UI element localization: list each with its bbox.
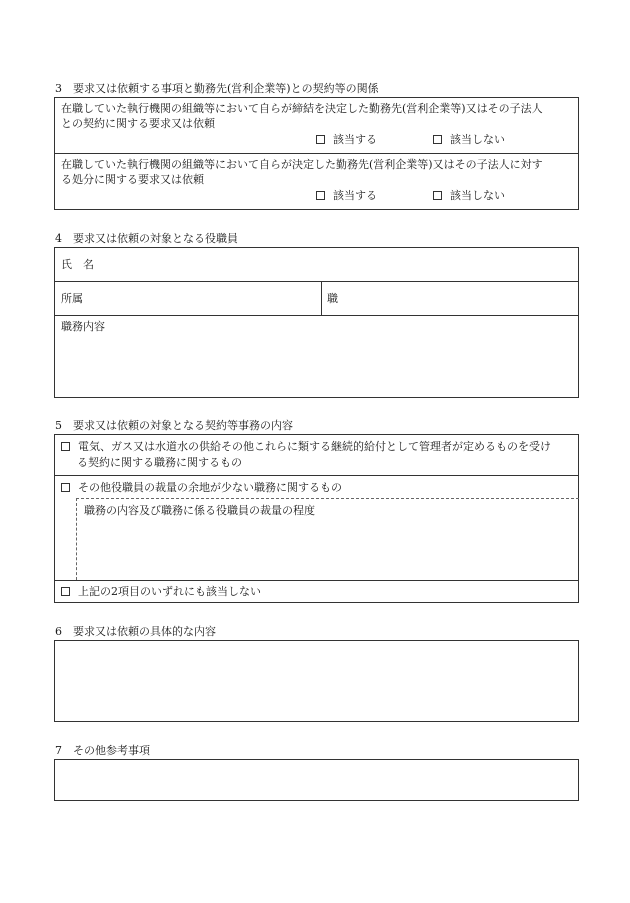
section7-heading: 7 その他参考事項 [55, 744, 150, 757]
affiliation-field[interactable] [95, 284, 317, 312]
section6-content-field[interactable] [54, 640, 579, 722]
duties-field[interactable] [58, 336, 575, 394]
section3-divider [54, 153, 579, 154]
section3-row1-line2: との契約に関する要求又は依頼 [61, 117, 215, 130]
section5-option1-line1: 電気、ガス又は水道水の供給その他これらに類する継続的給付として管理者が定めるものを受け [78, 440, 551, 453]
section4-divider-1 [54, 281, 579, 282]
section5-option3[interactable] [61, 585, 261, 599]
section5-option1[interactable] [61, 440, 551, 454]
section3-row2-line1: 在職していた執行機関の組織等において自らが決定した勤務先(営利企業等)又はその子法人に対す [61, 158, 543, 171]
checkbox[interactable] [61, 442, 70, 451]
name-label: 氏 名 [61, 258, 94, 271]
section5-option1-line2: る契約に関する職務に関するもの [77, 456, 242, 469]
checkbox[interactable] [61, 483, 70, 492]
name-field[interactable] [110, 250, 575, 278]
section3-row1-no-option[interactable] [433, 133, 505, 147]
section3-row1-yes-label: 該当する [333, 133, 377, 146]
section5-detail-label: 職務の内容及び職務に係る役職員の裁量の程度 [84, 504, 315, 517]
section3-row2-no-label: 該当しない [450, 189, 505, 202]
checkbox[interactable] [316, 191, 325, 200]
section3-row2-yes-label: 該当する [333, 189, 377, 202]
checkbox[interactable] [61, 587, 70, 596]
section4-heading: 4 要求又は依頼の対象となる役職員 [55, 232, 238, 245]
section3-row2-no-option[interactable] [433, 189, 505, 203]
duties-label: 職務内容 [61, 320, 105, 333]
section3-row2-yes-option[interactable] [316, 189, 377, 203]
position-label: 職 [327, 292, 338, 305]
section3-heading: 3 要求又は依頼する事項と勤務先(営利企業等)との契約等の関係 [55, 82, 379, 95]
section5-divider-2 [54, 580, 579, 581]
section7-content-field[interactable] [54, 759, 579, 801]
section4-divider-2 [54, 315, 579, 316]
checkbox[interactable] [316, 135, 325, 144]
checkbox[interactable] [433, 191, 442, 200]
section5-divider-1 [54, 475, 579, 476]
section5-heading: 5 要求又は依頼の対象となる契約等事務の内容 [55, 419, 293, 432]
section3-row1-no-label: 該当しない [450, 133, 505, 146]
position-field[interactable] [345, 284, 575, 312]
section3-row2-line2: る処分に関する要求又は依頼 [61, 173, 204, 186]
checkbox[interactable] [433, 135, 442, 144]
section5-option2[interactable] [61, 481, 342, 495]
section5-option2-label: その他役職員の裁量の余地が少ない職務に関するもの [78, 481, 342, 494]
section5-option3-label: 上記の2項目のいずれにも該当しない [78, 585, 261, 598]
section6-heading: 6 要求又は依頼の具体的な内容 [55, 625, 216, 638]
section3-row1-line1: 在職していた執行機関の組織等において自らが締結を決定した勤務先(営利企業等)又はその子法人 [61, 102, 543, 115]
affiliation-label: 所属 [61, 292, 83, 305]
section3-row1-yes-option[interactable] [316, 133, 377, 147]
section4-vdivider [321, 281, 322, 315]
